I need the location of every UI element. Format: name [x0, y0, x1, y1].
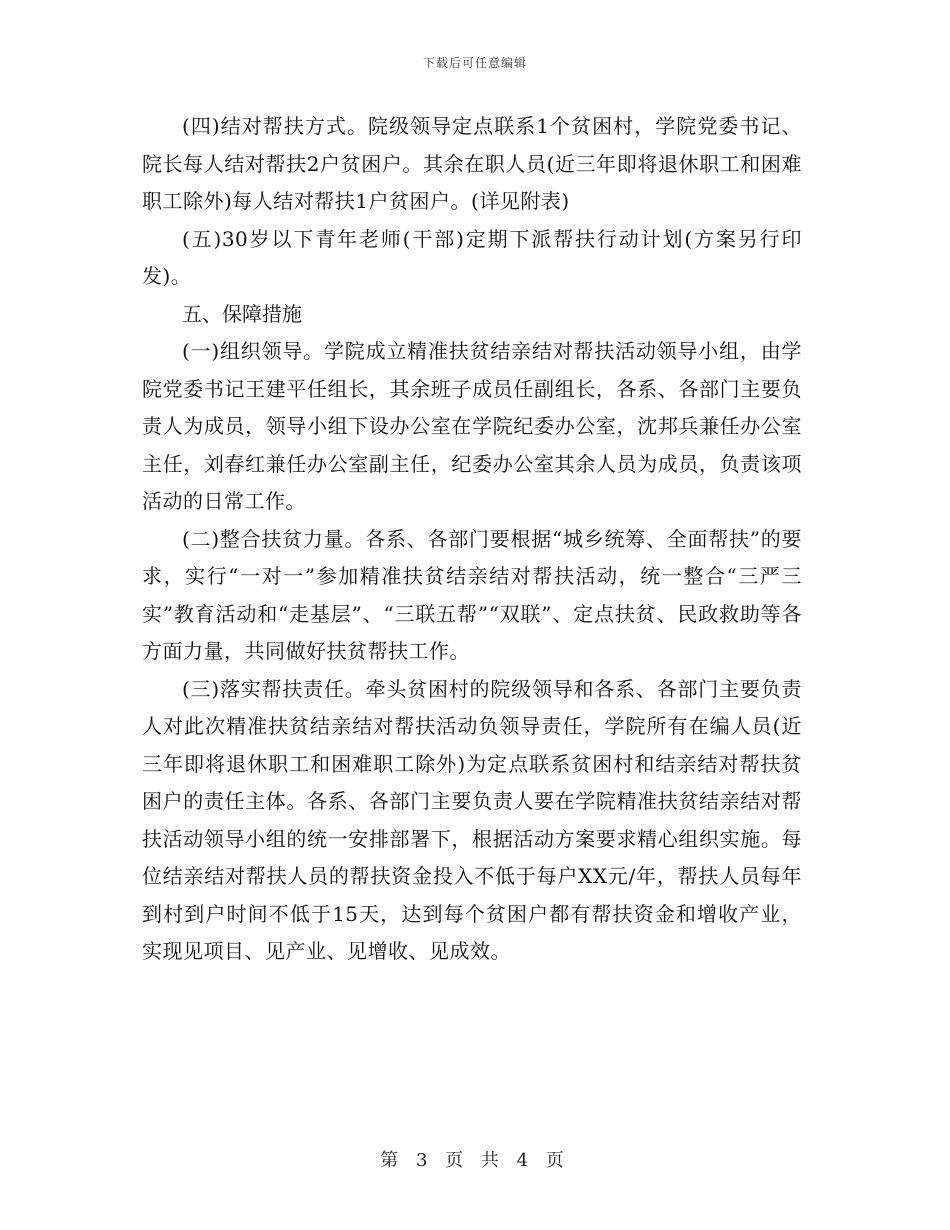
page-number: 第 3 页 共 4 页 — [380, 1150, 570, 1171]
paragraph-organization: (一)组织领导。学院成立精准扶贫结亲结对帮扶活动领导小组，由学院党委书记王建平任组长，其余班子成员任副组长，各系、各部门主要负责人为成员，领导小组下设办公室在学院纪委办公室，沈邦兵兼任办公室主任，刘春红兼任办公室副主任，纪委办公室其余人员为成员，负责该项活动的日常工作。 — [142, 339, 802, 513]
header-note: 下载后可任意编辑 — [422, 56, 527, 70]
paragraph-integration: (二)整合扶贫力量。各系、各部门要根据“城乡统筹、全面帮扶”的要求，实行“一对一”参加精准扶贫结亲结对帮扶活动，统一整合“三严三实”教育活动和“走基层”、“三联五帮”“双联”、定点扶贫、民政救助等各方面力量，共同做好扶贫帮扶工作。 — [142, 526, 802, 663]
section-heading-safeguards: 五、保障措施 — [182, 301, 302, 326]
document-body — [142, 108, 802, 971]
paragraph-youth-teachers: (五)30岁以下青年老师(干部)定期下派帮扶行动计划(方案另行印发)。 — [142, 226, 802, 288]
paragraph-pairing-method: (四)结对帮扶方式。院级领导定点联系1个贫困村，学院党委书记、院长每人结对帮扶2户贫困户。其余在职人员(近三年即将退休职工和困难职工除外)每人结对帮扶1户贫困户。(详见附表) — [142, 114, 802, 213]
paragraph-responsibility: (三)落实帮扶责任。牵头贫困村的院级领导和各系、各部门主要负责人对此次精准扶贫结亲结对帮扶活动负领导责任，学院所有在编人员(近三年即将退休职工和困难职工除外)为定点联系贫困村和结亲结对帮扶贫困户的责任主体。各系、各部门主要负责人要在学院精准扶贫结亲结对帮扶活动领导小组的统一安排部署下，根据活动方案要求精心组织实施。每位结亲结对帮扶人员的帮扶资金投入不低于每户XX元/年，帮扶人员每年到村到户时间不低于15天，达到每个贫困户都有帮扶资金和增收产业，实现见项目、见产业、见增收、见成效。 — [142, 676, 802, 963]
